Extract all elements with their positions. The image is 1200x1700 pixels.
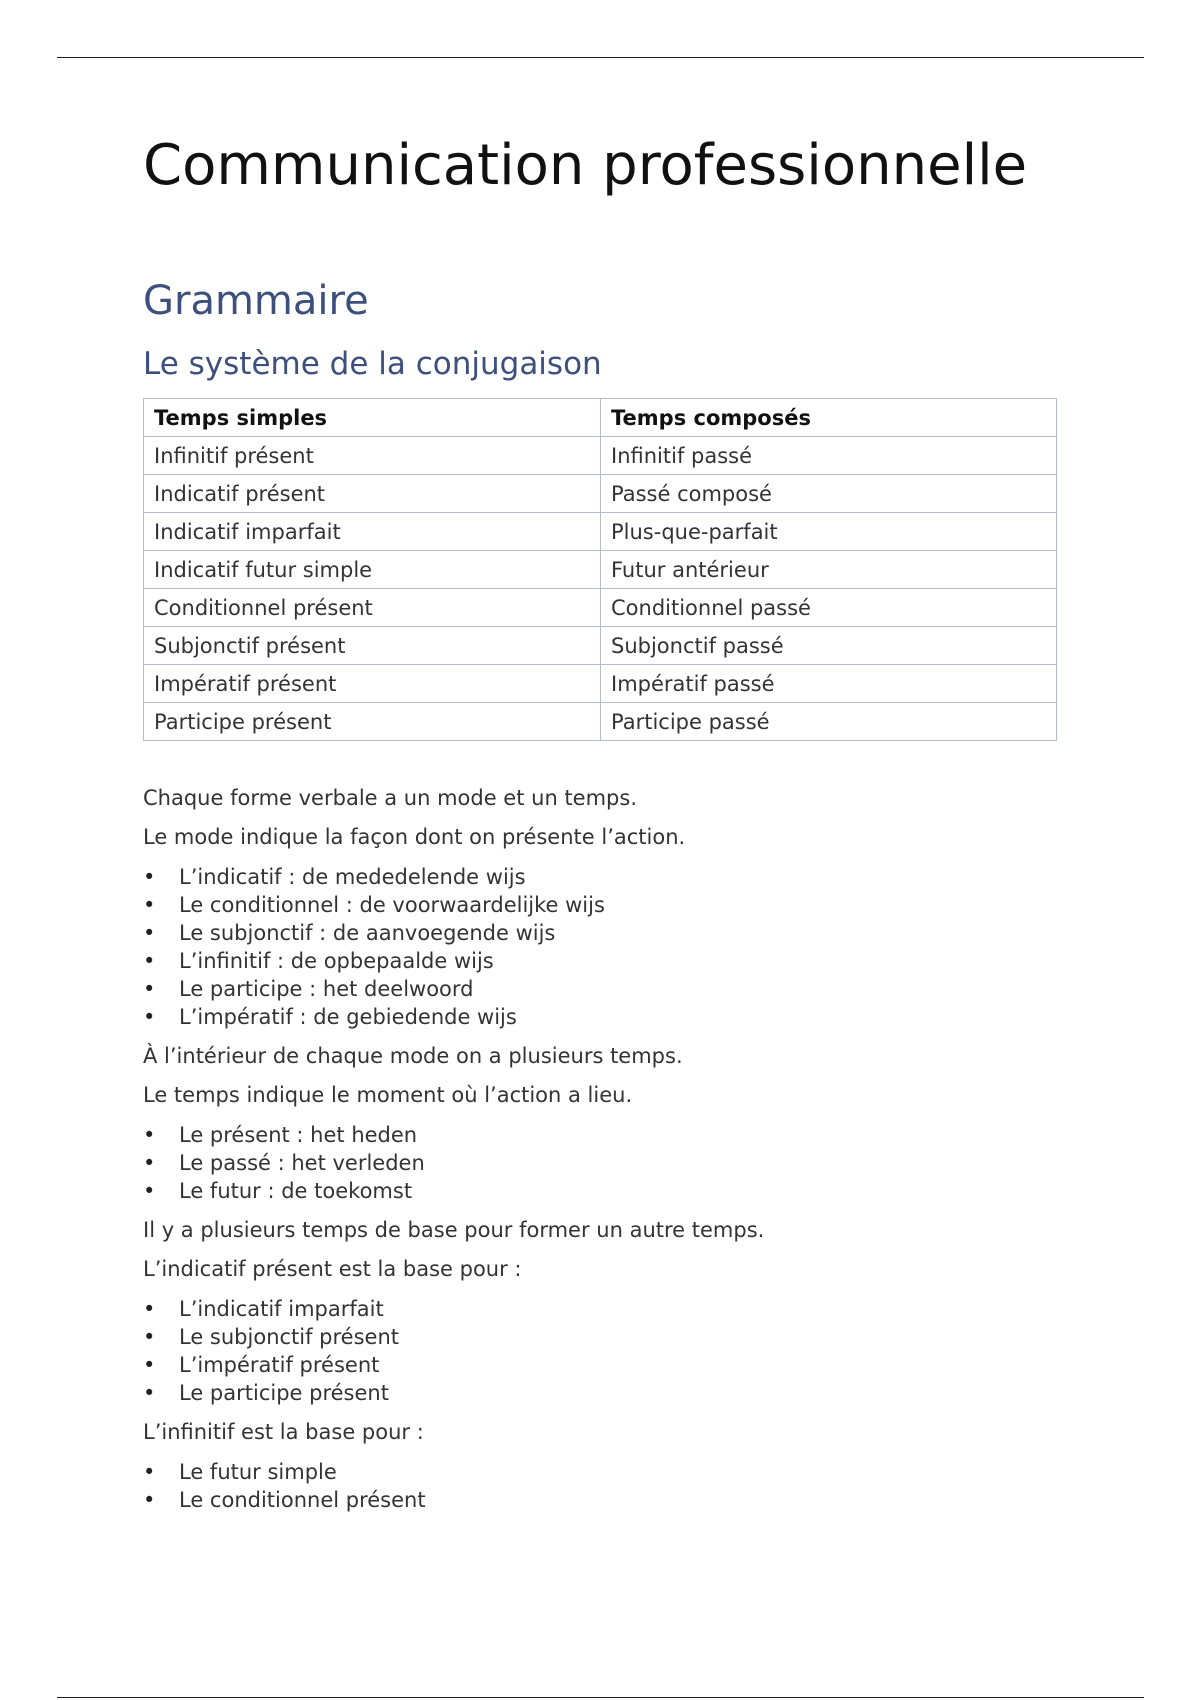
table-cell: Passé composé [601, 475, 1057, 513]
paragraph: L’infinitif est la base pour : [143, 1420, 424, 1444]
table-cell: Indicatif imparfait [144, 513, 601, 551]
table-cell: Participe présent [144, 703, 601, 741]
list-item: • Le subjonctif présent [143, 1323, 1063, 1351]
list-item: • Le passé : het verleden [143, 1149, 1063, 1177]
list-item: • Le subjonctif : de aanvoegende wijs [143, 919, 1063, 947]
table-cell: Subjonctif passé [601, 627, 1057, 665]
table-row [144, 665, 1057, 703]
conjugation-table [143, 398, 1057, 741]
table-header-row [144, 399, 1057, 437]
table-header-cell: Temps simples [144, 399, 601, 437]
table-cell: Plus-que-parfait [601, 513, 1057, 551]
list-item: • Le futur : de toekomst [143, 1177, 1063, 1205]
temps-list [143, 1121, 1063, 1205]
list-item: • Le présent : het heden [143, 1121, 1063, 1149]
table-cell: Impératif passé [601, 665, 1057, 703]
paragraph: À l’intérieur de chaque mode on a plusieurs temps. [143, 1044, 683, 1068]
table-row [144, 703, 1057, 741]
section-heading: Grammaire [143, 278, 369, 324]
top-rule [57, 57, 1144, 58]
body-text [143, 785, 1063, 1526]
table-cell: Subjonctif présent [144, 627, 601, 665]
table-row [144, 475, 1057, 513]
list-item: • Le futur simple [143, 1458, 1063, 1486]
table-row [144, 551, 1057, 589]
list-item: • Le conditionnel présent [143, 1486, 1063, 1514]
table-cell: Infinitif passé [601, 437, 1057, 475]
table-row [144, 627, 1057, 665]
subsection-heading: Le système de la conjugaison [143, 346, 602, 382]
base-present-list [143, 1295, 1063, 1407]
paragraph: L’indicatif présent est la base pour : [143, 1257, 522, 1281]
paragraph: Le mode indique la façon dont on présente l’action. [143, 825, 686, 849]
table-row [144, 589, 1057, 627]
table-cell: Indicatif présent [144, 475, 601, 513]
table-cell: Conditionnel passé [601, 589, 1057, 627]
list-item: • L’indicatif : de mededelende wijs [143, 863, 1063, 891]
table-row [144, 513, 1057, 551]
table-cell: Participe passé [601, 703, 1057, 741]
list-item: • Le conditionnel : de voorwaardelijke wijs [143, 891, 1063, 919]
table-cell: Impératif présent [144, 665, 601, 703]
list-item: • Le participe présent [143, 1379, 1063, 1407]
table-cell: Futur antérieur [601, 551, 1057, 589]
list-item: • L’indicatif imparfait [143, 1295, 1063, 1323]
paragraph: Il y a plusieurs temps de base pour former un autre temps. [143, 1218, 765, 1242]
list-item: • L’impératif : de gebiedende wijs [143, 1003, 1063, 1031]
page-title: Communication professionnelle [143, 133, 1028, 198]
table-header-cell: Temps composés [601, 399, 1057, 437]
table-row [144, 437, 1057, 475]
list-item: • L’impératif présent [143, 1351, 1063, 1379]
table-cell: Conditionnel présent [144, 589, 601, 627]
base-infinitif-list [143, 1458, 1063, 1514]
table-cell: Indicatif futur simple [144, 551, 601, 589]
modes-list [143, 863, 1063, 1031]
bottom-rule [57, 1697, 1144, 1698]
list-item: • L’infinitif : de opbepaalde wijs [143, 947, 1063, 975]
table-cell: Infinitif présent [144, 437, 601, 475]
paragraph: Le temps indique le moment où l’action a lieu. [143, 1083, 633, 1107]
paragraph: Chaque forme verbale a un mode et un temps. [143, 786, 637, 810]
list-item: • Le participe : het deelwoord [143, 975, 1063, 1003]
